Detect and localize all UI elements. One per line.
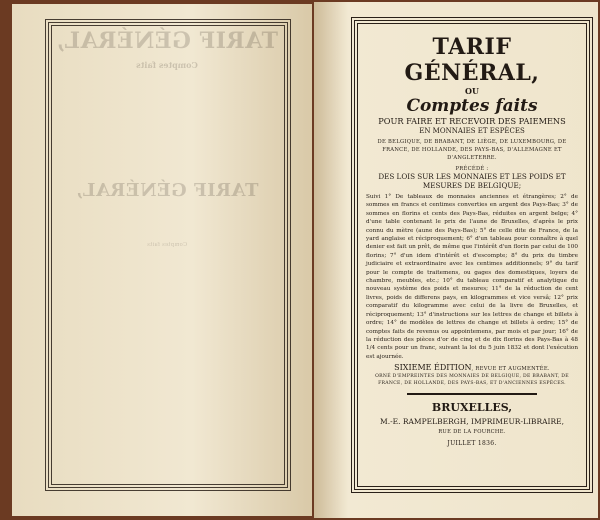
- left-page: [12, 4, 312, 516]
- edition: SIXIEME ÉDITION: [394, 363, 472, 373]
- date: JUILLET 1836.: [447, 440, 497, 448]
- book-title: TARIF GÉNÉRAL,: [404, 34, 540, 86]
- precede: PRÉCÉDÉ :: [455, 166, 489, 172]
- ghost-subtitle: Comptes faits: [136, 60, 198, 70]
- street: RUE DE LA FOURCHE.: [438, 429, 506, 436]
- ou-text: OU: [465, 86, 479, 96]
- contents: Suivi 1° De tableaux de monnaies anciennes et étrangères; 2° de sommes en francs et centimes converties en argent des Pays-Bas; 3° de sommes en florins et cents des Pays-Bas, réduites en argent belge; 4° d'une table contenant le prix de l'aune de Bruxelles, d'après le prix connu du mètre (aune des Pays-Bas); 5° de celle dite de France, de la yard anglaise et réciproquement; 6° d'un tableau pour connaître à quel denier est fait un prêt, de même que l'intérêt d'un florin par celui de 100 florins; 7° d'un idem d'intérêt et d'escompte; 8° du prix du timbre judiciaire et extraordinaire avec les centimes additionnels; 9° du tarif pour le compte de traitemens, ou gages des domestiques, loyers de chambre, meubles, etc.; 10° du tableau comparatif et analytique du nouveau système des poids et mesures; 11° de la réduction de cent livres, poids de differens pays, en kilogrammes et vice versâ; 12° prix comparatif du kilogramme avec celui de la livre de Bruxelles, et réciproquement; 13° d'instructions sur les lettres de change et billets à ordre; 14° de modèles de lettres de change et billets à ordre; 15° de comptes faits de revenus ou appointemens, par mois et par jour; 16° de la réduction des pièces d'or de cinq et de dix florins des Pays-Bas à 48 1/4 cents pour un franc, suivant la loi du 5 juin 1832 et dont l'exécution est ajournée.: [366, 194, 578, 360]
- ghost-subtitle-2: Comptes faits: [146, 242, 188, 248]
- line-1: POUR FAIRE ET RECEVOIR DES PAIEMENS: [378, 116, 566, 126]
- show-through-text: [52, 24, 282, 249]
- orne: ORNÉ D'EMPREINTES DES MONNAIES DE BELGIQUE, DE BRABANT, DE FRANCE, DE HOLLANDE, DES PAYS-BAS, ET D'ANCIENNES ESPÈCES.: [375, 374, 569, 387]
- line-2: EN MONNAIES ET ESPÈCES: [419, 127, 525, 135]
- lois: DES LOIS SUR LES MONNAIES ET LES POIDS ET MESURES DE BELGIQUE;: [378, 172, 566, 190]
- ghost-title: TARIF GÉNÉRAL,: [56, 28, 279, 54]
- divider: [407, 393, 537, 395]
- title-page: [314, 2, 598, 518]
- title-page-border: [354, 20, 590, 490]
- edition-note: , REVUE ET AUGMENTÉE.: [471, 366, 550, 373]
- book-subtitle: Comptes faits: [406, 96, 538, 116]
- countries: DE BELGIQUE, DE BRABANT, DE LIÈGE, DE LUXEMBOURG, DE FRANCE, DE HOLLANDE, DES PAYS-BAS, D'ALLEMAGNE ET D'ANGLETERRE.: [377, 139, 567, 161]
- edition-line: [364, 363, 580, 373]
- publisher: M.-E. RAMPELBERGH, IMPRIMEUR-LIBRAIRE,: [380, 417, 564, 427]
- ghost-title-2: TARIF GÉNÉRAL,: [75, 180, 259, 201]
- city: BRUXELLES,: [431, 401, 513, 415]
